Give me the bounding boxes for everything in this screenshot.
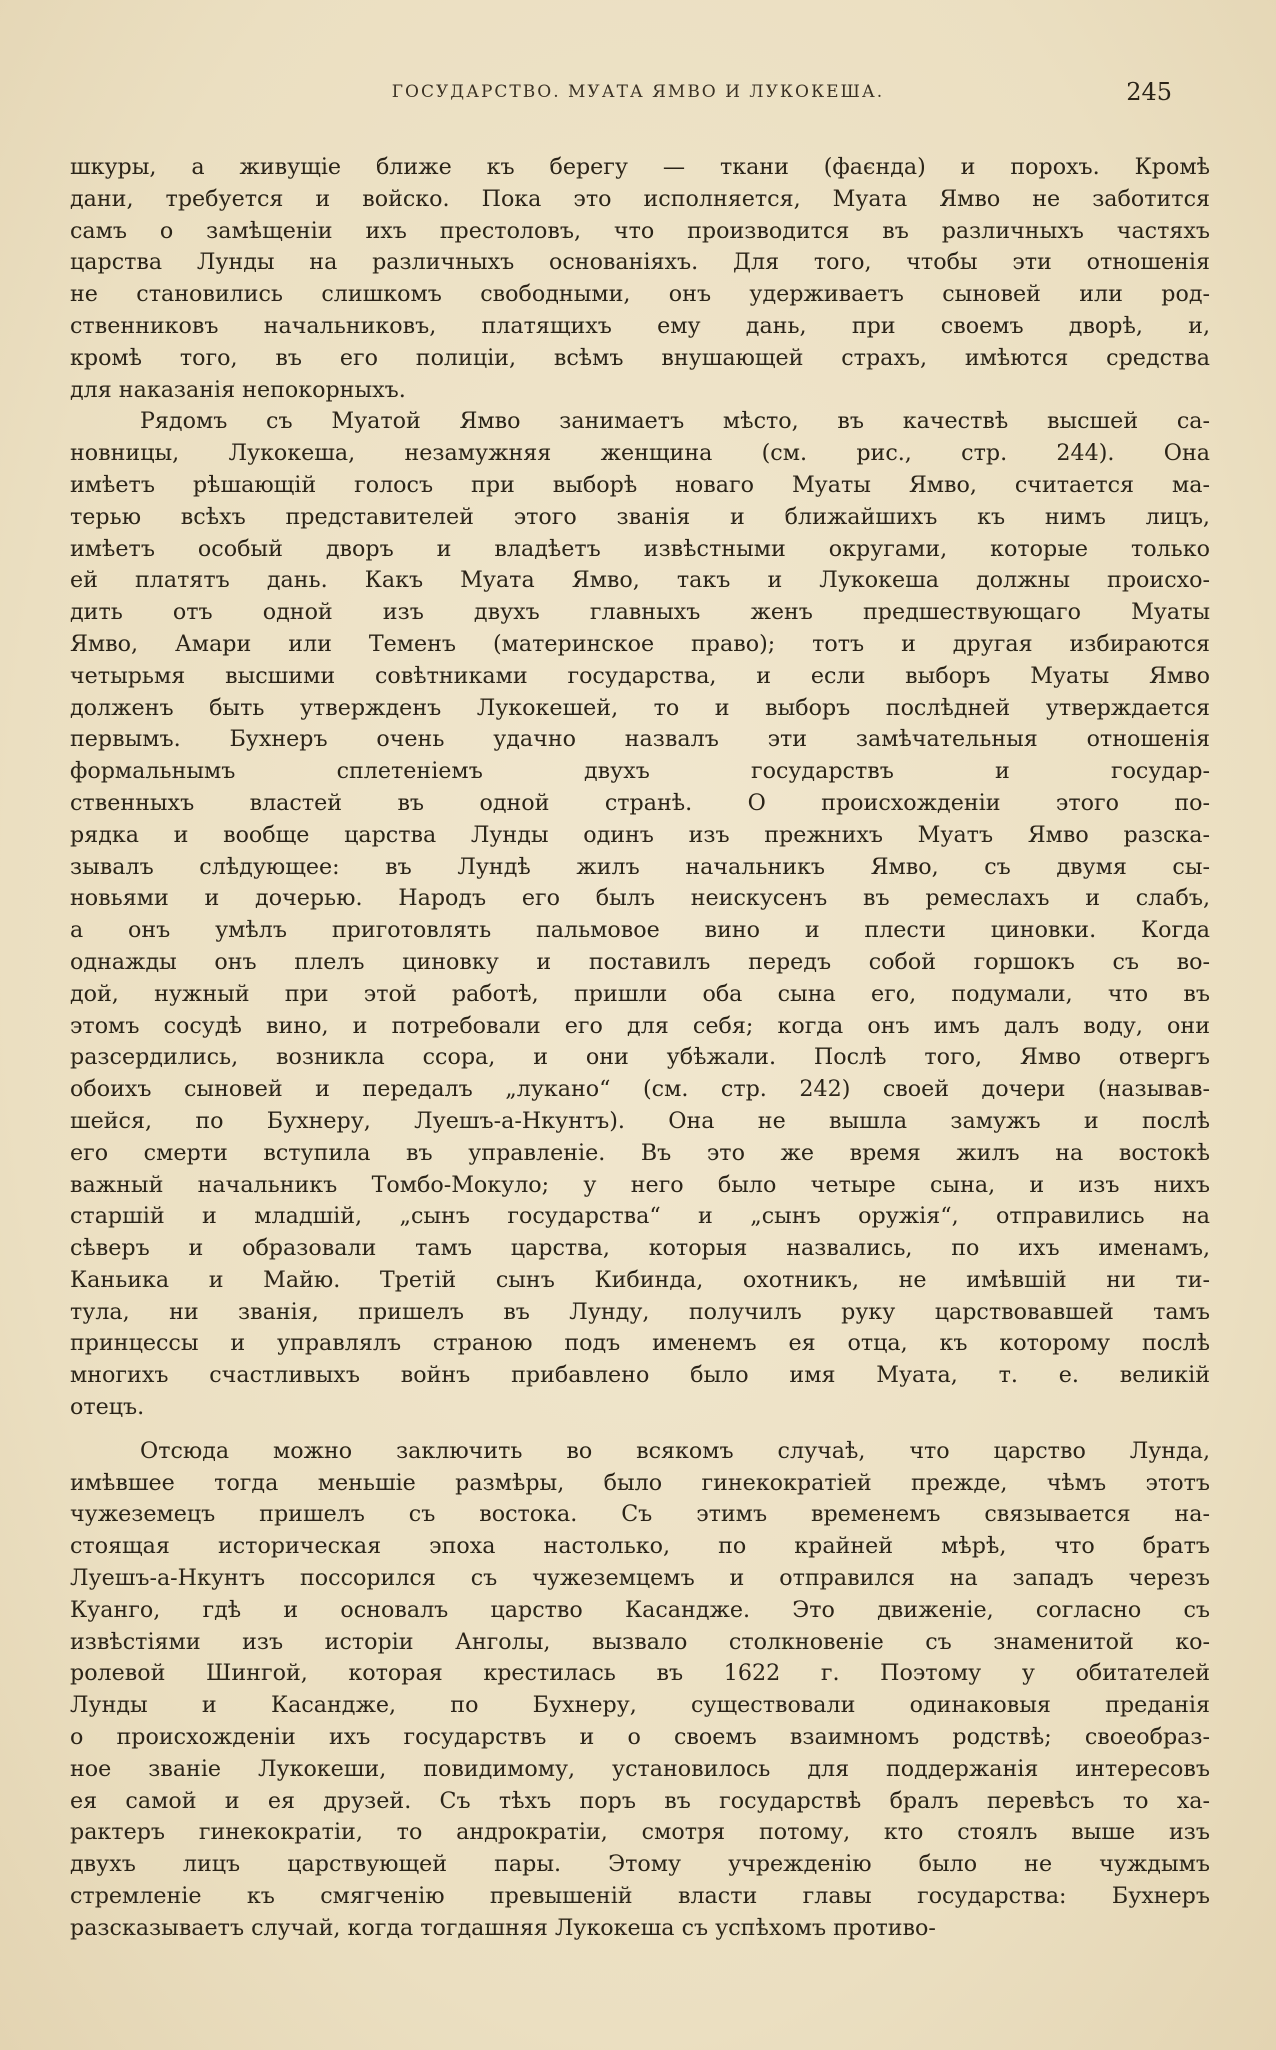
text-line: имѣвшее тогда меньшіе размѣры, было гинекократіей прежде, чѣмъ этотъ [70, 1469, 1210, 1496]
text-line: новницы, Лукокеша, незамужняя женщина (см. рис., стр. 244). Она [70, 440, 1210, 467]
running-head [64, 78, 1212, 122]
text-line: Куанго, гдѣ и основалъ царство Касанджe. Это движеніе, согласно съ [70, 1596, 1210, 1623]
text-line: ей платятъ дань. Какъ Муата Ямво, такъ и Лукокеша должны происхо- [70, 567, 1210, 594]
paragraph [70, 1436, 1210, 1945]
text-line: долженъ быть утвержденъ Лукокешей, то и выборъ послѣдней утверждается [70, 694, 1210, 721]
text-line: стоящая историческая эпоха настолько, по крайней мѣрѣ, что братъ [70, 1533, 1210, 1560]
text-line: зывалъ слѣдующее: въ Лундѣ жилъ начальникъ Ямво, съ двумя сы- [70, 853, 1210, 880]
text-line: Каньика и Майю. Третій сынъ Кибинда, охотникъ, не имѣвшій ни ти- [70, 1266, 1210, 1293]
text-line: дани, требуется и войско. Пока это исполняется, Муата Ямво не заботится [70, 185, 1210, 212]
text-line: Отсюда можно заключить во всякомъ случаѣ, что царство Лунда, [140, 1437, 1210, 1464]
text-line: Рядомъ съ Муатой Ямво занимаетъ мѣсто, въ качествѣ высшей са- [140, 408, 1210, 435]
text-line: обоихъ сыновей и передалъ „лукано“ (см. стр. 242) своей дочери (называв- [70, 1076, 1210, 1103]
text-line: Луешъ-а-Нкунтъ поссорился съ чужеземцемъ и отправился на западъ черезъ [70, 1565, 1210, 1592]
text-line: царства Лунды на различныхъ основаніяхъ. Для того, чтобы эти отношенія [70, 249, 1210, 276]
text-line: однажды онъ плелъ циновку и поставилъ передъ собой горшокъ съ во- [70, 948, 1210, 975]
text-line: тула, ни званія, пришелъ въ Лунду, получилъ руку царствовавшей тамъ [70, 1298, 1210, 1325]
text-line: разсердились, возникла ссора, и они убѣжали. Послѣ того, Ямво отвергъ [70, 1044, 1210, 1071]
text-line: шкуры, а живущіе ближе къ берегу — ткани (фаєнда) и порохъ. Кромѣ [70, 154, 1210, 180]
text-line: имѣетъ особый дворъ и владѣетъ извѣстными округами, которые только [70, 535, 1210, 562]
text-line: принцессы и управлялъ страною подъ именемъ ея отца, къ которому послѣ [70, 1330, 1210, 1357]
body-text [70, 152, 1210, 1945]
text-line: этомъ сосудѣ вино, и потребовали его для себя; когда онъ имъ далъ воду, они [70, 1012, 1210, 1039]
text-line: а онъ умѣлъ приготовлять пальмовое вино и плести циновки. Когда [70, 917, 1210, 944]
text-line: отецъ. [70, 1394, 145, 1421]
running-title: ГОСУДАРСТВО. МУАТА ЯМВО И ЛУКОКЕША. [391, 82, 885, 102]
text-line: чужеземецъ пришелъ съ востока. Съ этимъ временемъ связывается на- [70, 1501, 1210, 1528]
text-line: терью всѣхъ представителей этого званія и ближайшихъ къ нимъ лицъ, [70, 503, 1210, 530]
text-line: первымъ. Бухнеръ очень удачно назвалъ эти замѣчательныя отношенія [70, 726, 1210, 753]
text-line: разсказываетъ случай, когда тогдашняя Лукокеша съ успѣхомъ противо- [70, 1914, 936, 1941]
text-line: кромѣ того, въ его полиціи, всѣмъ внушающей страхъ, имѣются средства [70, 344, 1210, 371]
text-line: формальнымъ сплетеніемъ двухъ государствъ и государ- [70, 758, 1210, 785]
text-line: новьями и дочерью. Народъ его былъ неискусенъ въ ремеслахъ и слабъ, [70, 885, 1210, 912]
text-line: рактеръ гинекократіи, то андрократіи, смотря потому, кто стоялъ выше изъ [70, 1819, 1210, 1846]
text-line: двухъ лицъ царствующей пары. Этому учрежденію было не чуждымъ [70, 1851, 1210, 1878]
text-line: Лунды и Касанджe, по Бухнеру, существовали одинаковыя преданія [70, 1692, 1210, 1719]
text-line: дить отъ одной изъ двухъ главныхъ женъ предшествующаго Муаты [70, 599, 1210, 626]
text-line: Ямво, Амари или Теменъ (материнское право); тотъ и другая избираются [70, 630, 1210, 657]
text-line: ролевой Шингой, которая крестилась въ 1622 г. Поэтому у обитателей [70, 1660, 1210, 1687]
text-line: ея самой и ея друзей. Съ тѣхъ поръ въ государствѣ бралъ перевѣсъ то ха- [70, 1787, 1210, 1814]
text-line: важный начальникъ Томбо-Мокуло; у него было четыре сына, и изъ нихъ [70, 1171, 1210, 1198]
text-line: сѣверъ и образовали тамъ царства, которыя назвались, по ихъ именамъ, [70, 1235, 1210, 1262]
text-line: извѣстіями изъ исторіи Анголы, вызвало столкновеніе съ знаменитой ко- [70, 1628, 1210, 1655]
text-line: стремленіе къ смягченію превышеній власти главы государства: Бухнеръ [70, 1883, 1210, 1910]
text-line: старшій и младшій, „сынъ государства“ и „сынъ оружія“, отправились на [70, 1203, 1210, 1230]
text-line: ственниковъ начальниковъ, платящихъ ему дань, при своемъ дворѣ, и, [70, 312, 1210, 339]
text-line: его смерти вступила въ управленіе. Въ это же время жилъ на востокѣ [70, 1139, 1210, 1166]
text-line: для наказанія непокорныхъ. [70, 376, 406, 403]
text-line: ное званіе Лукокеши, повидимому, установилось для поддержанія интересовъ [70, 1755, 1210, 1782]
paragraph [70, 406, 1210, 1424]
paragraph [70, 152, 1210, 406]
text-line: самъ о замѣщеніи ихъ престоловъ, что производится въ различныхъ частяхъ [70, 217, 1210, 244]
text-line: шейся, по Бухнеру, Луешъ-а-Нкунтъ). Она не вышла замужъ и послѣ [70, 1107, 1210, 1134]
text-line: многихъ счастливыхъ войнъ прибавлено было имя Муата, т. е. великій [70, 1362, 1210, 1389]
text-line: четырьмя высшими совѣтниками государства, и если выборъ Муаты Ямво [70, 662, 1210, 689]
text-line: о происхожденіи ихъ государствъ и о своемъ взаимномъ родствѣ; своеобраз- [70, 1724, 1210, 1751]
text-line: не становились слишкомъ свободными, онъ удерживаетъ сыновей или род- [70, 281, 1210, 308]
text-line: ственныхъ властей въ одной странѣ. О происхожденіи этого по- [70, 789, 1210, 816]
text-line: имѣетъ рѣшающій голосъ при выборѣ новаго Муаты Ямво, считается ма- [70, 471, 1210, 498]
text-line: рядка и вообще царства Лунды одинъ изъ прежнихъ Муатъ Ямво разска- [70, 821, 1210, 848]
page-number: 245 [1126, 78, 1172, 106]
text-line: дой, нужный при этой работѣ, пришли оба сына его, подумали, что въ [70, 980, 1210, 1007]
